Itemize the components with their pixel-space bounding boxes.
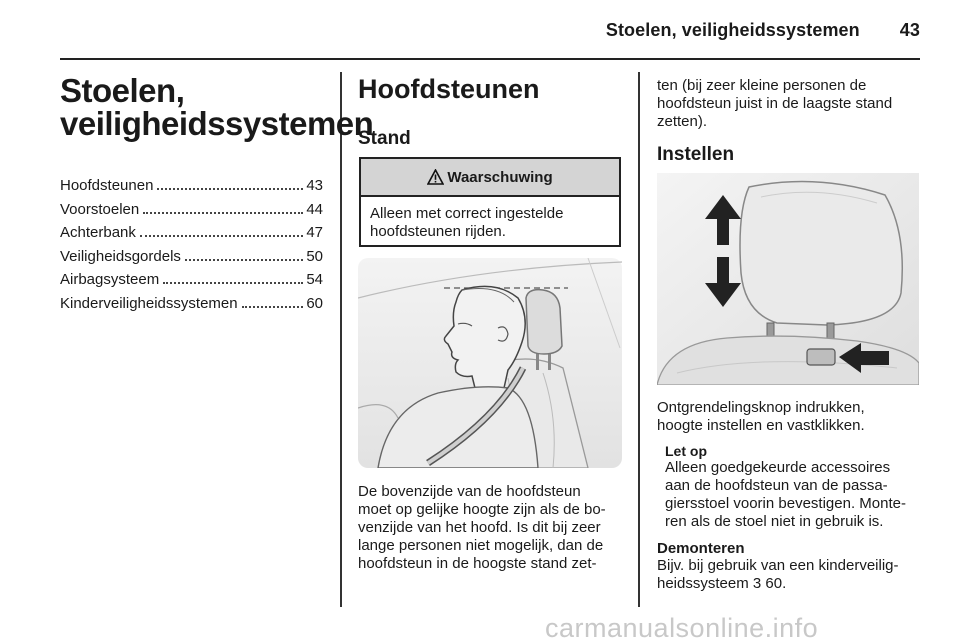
warning-text-line: hoofdsteunen rijden.: [370, 223, 506, 240]
watermark: carmanualsonline.info: [545, 613, 819, 643]
toc-leader: [157, 188, 303, 190]
running-header-title: Stoelen, veiligheidssystemen: [605, 20, 860, 40]
subheading-instellen: Instellen: [657, 144, 735, 165]
body-text-line: ten (bij zeer kleine personen de: [657, 77, 867, 94]
toc-leader: [163, 282, 303, 284]
body-text-line: heidssysteem: [657, 575, 753, 592]
subheading-demonteren: Demonteren: [657, 540, 745, 557]
page-number: 43: [899, 20, 920, 40]
column-divider-1: [340, 72, 342, 607]
toc-entry-title[interactable]: Hoofdsteunen: [60, 177, 154, 194]
toc-entry-title[interactable]: Kinderveiligheidssystemen: [60, 294, 238, 312]
body-text-line: Bijv. bij gebruik van een kinderveilig-: [657, 557, 899, 574]
toc-entry-page[interactable]: 50: [306, 247, 323, 265]
headrest-position-illustration: [358, 258, 622, 468]
toc-leader: [140, 235, 303, 237]
body-text-line: moet op gelijke hoogte zijn als de bo-: [358, 501, 606, 518]
instellen-text: [657, 399, 932, 435]
note-block: [665, 443, 930, 531]
body-text-line: lange personen niet mogelijk, dan de: [358, 537, 604, 554]
body-text-line: venzijde van het hoofd. Is dit bij zeer: [358, 519, 601, 536]
toc-entry-title[interactable]: Voorstoelen: [60, 200, 140, 218]
note-text-line: Alleen goedgekeurde accessoires: [665, 459, 891, 476]
stand-text: [358, 483, 630, 573]
toc-entry-page[interactable]: 54: [306, 271, 323, 288]
column-divider-2: [638, 72, 640, 607]
chapter-title: [60, 72, 374, 142]
headrest-adjustment-illustration: [657, 173, 919, 385]
note-text-line: aan de hoofdsteun van de passa-: [665, 477, 888, 494]
note-text-line: giersstoel voorin bevestigen. Monte-: [665, 495, 906, 512]
toc-entry-title[interactable]: Airbagsysteem: [60, 271, 160, 288]
toc-leader: [185, 259, 303, 261]
body-text-line: Ontgrendelingsknop indrukken,: [657, 399, 865, 416]
table-of-contents: [60, 177, 323, 318]
chapter-title-line1: Stoelen,: [60, 72, 185, 109]
toc-entry-title[interactable]: Veiligheidsgordels: [60, 247, 181, 265]
toc-entry-title[interactable]: Achterbank: [60, 224, 136, 241]
page-reference[interactable]: 60.: [761, 575, 787, 592]
toc-entry[interactable]: [60, 201, 323, 225]
toc-entry-page[interactable]: 60: [306, 294, 323, 312]
body-text-line: hoofdsteun in de hoogste stand zet-: [358, 555, 597, 572]
warning-label: Waarschuwing: [447, 168, 553, 186]
note-text-line: ren als de stoel niet in gebruik is.: [665, 513, 884, 530]
warning-header: [361, 159, 619, 197]
toc-entry-page[interactable]: 44: [306, 200, 323, 218]
body-text-line: De bovenzijde van de hoofdsteun: [358, 483, 581, 500]
toc-leader: [242, 306, 304, 308]
warning-text: [361, 197, 619, 241]
note-label: Let op: [665, 443, 707, 459]
toc-entry[interactable]: [60, 224, 323, 248]
toc-entry-page[interactable]: 47: [306, 224, 323, 241]
header-rule: [60, 58, 920, 60]
subheading-stand: Stand: [358, 128, 411, 149]
toc-entry[interactable]: [60, 295, 323, 319]
running-header: [560, 20, 920, 41]
warning-text-line: Alleen met correct ingestelde: [370, 205, 564, 222]
warning-box: [359, 157, 621, 247]
body-text-line: zetten).: [657, 113, 708, 130]
toc-leader: [143, 212, 303, 214]
page-reference-arrow-icon[interactable]: 3: [752, 575, 762, 592]
toc-entry[interactable]: [60, 271, 323, 295]
body-text-line: hoofdsteun juist in de laagste stand: [657, 95, 893, 112]
warning-triangle-icon: [427, 169, 444, 185]
toc-entry[interactable]: [60, 177, 323, 201]
chapter-title-line2: veiligheidssystemen: [60, 105, 374, 142]
toc-entry[interactable]: [60, 248, 323, 272]
demonteren-block: [657, 540, 932, 593]
body-text-line: hoogte instellen en vastklikken.: [657, 417, 865, 434]
toc-entry-page[interactable]: 43: [306, 177, 323, 194]
continued-text: [657, 77, 927, 131]
section-title: Hoofdsteunen: [358, 74, 540, 104]
